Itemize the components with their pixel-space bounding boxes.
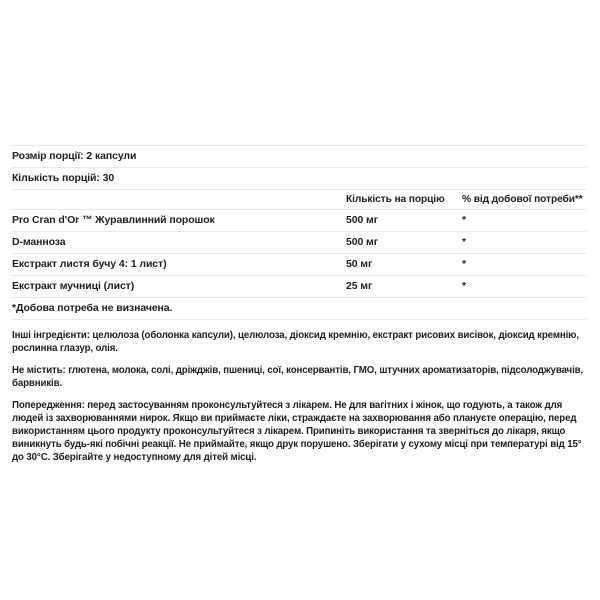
table-row [12, 210, 586, 232]
ingredient-name: D-манноза [12, 236, 66, 248]
servings-per-container-text: Кількість порцій: 30 [12, 172, 115, 184]
servings-per-container-row [12, 168, 586, 190]
warnings-text: Попередження: перед застосуванням проконсультуйтеся з лікарем. Не для вагітних і жінок, що годують, а також для людей із захворюваннями нирок. Якщо ви приймаєте ліки, страждаєте на захворювання або плануєте операцію, перед використанням цього продукту проконсультуйтеся з лікарем. Припиніть використання та зверніться до лікаря, якщо виникнуть будь-які побічні реакції. Не приймайте, якщо друк порушено. Зберігати у сухому місці при температурі від 15° до 30°C. Зберігайте у недоступному для дітей місці. [12, 400, 582, 463]
table-row [12, 276, 586, 298]
ingredient-amount: 500 мг [346, 236, 378, 248]
footnote-text: *Добова потреба не визначена. [12, 302, 173, 314]
ingredient-amount: 500 мг [346, 214, 378, 226]
ingredient-amount: 25 мг [346, 280, 373, 292]
column-header-daily-value: % від добової потреби** [462, 194, 583, 205]
other-ingredients-text: Інші інгредієнти: целюлоза (оболонка капсули), целюлоза, діоксид кремнію, екстракт рисових висівок, діоксид кремнію, рослинна глазур, олія. [12, 330, 579, 354]
ingredient-name: Екстракт мучниці (лист) [12, 280, 135, 292]
table-header-row [12, 190, 586, 210]
ingredient-daily-value: * [462, 258, 466, 270]
ingredient-name: Pro Cran d'Or ™ Журавлинний порошок [12, 214, 215, 226]
footnote-row [12, 298, 586, 320]
column-header-amount: Кількість на порцію [346, 194, 445, 205]
facts-table [12, 145, 586, 320]
serving-size-row [12, 146, 586, 168]
table-row [12, 232, 586, 254]
ingredient-amount: 50 мг [346, 258, 373, 270]
serving-size-text: Розмір порції: 2 капсули [12, 150, 137, 162]
ingredient-daily-value: * [462, 214, 466, 226]
table-row [12, 254, 586, 276]
ingredient-name: Екстракт листя бучу 4: 1 лист) [12, 258, 167, 270]
ingredient-daily-value: * [462, 280, 466, 292]
does-not-contain-text: Не містить: глютена, молока, солі, дріжджів, пшениці, сої, консервантів, ГМО, штучних ароматизаторів, підсолоджувачів, барвників. [12, 365, 584, 389]
ingredient-daily-value: * [462, 236, 466, 248]
